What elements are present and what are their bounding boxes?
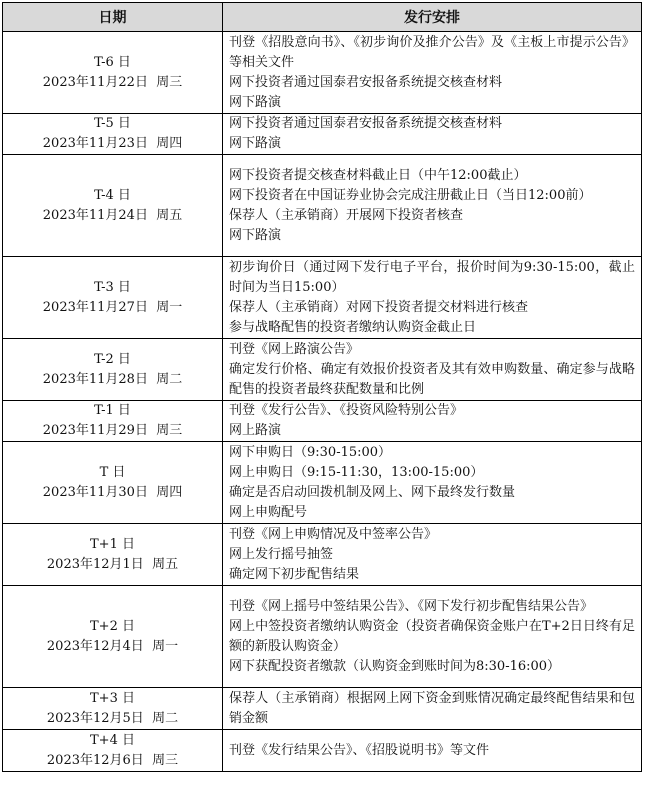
day-label: T+3 日 xyxy=(90,690,135,706)
day-label: T 日 xyxy=(99,464,126,480)
day-label: T-1 日 xyxy=(94,403,131,418)
arrangement-cell xyxy=(223,442,642,524)
issuance-schedule-table xyxy=(2,2,642,772)
day-label: T+1 日 xyxy=(90,536,135,552)
day-label: T-3 日 xyxy=(94,279,131,295)
arrangement-item: 网下申购日（9:30-15:00） xyxy=(229,444,392,460)
day-label: T+2 日 xyxy=(90,618,135,634)
arrangement-cell xyxy=(223,524,642,586)
arrangement-item: 刊登《网上路演公告》 xyxy=(229,341,360,357)
arrangement-item: 网上路演 xyxy=(229,423,282,438)
arrangement-cell xyxy=(223,586,642,688)
arrangement-item: 初步询价日（通过网下发行电子平台，报价时间为9:30-15:00，截止时间为当日15:00） xyxy=(229,259,635,295)
arrangement-item: 刊登《招股意向书》、《初步询价及推介公告》及《主板上市提示公告》等相关文件 xyxy=(229,34,635,70)
date-cell xyxy=(3,524,223,586)
table-row xyxy=(3,730,642,772)
date-cell xyxy=(3,730,223,772)
date-cell xyxy=(3,586,223,688)
arrangement-item: 网上中签投资者缴纳认购资金（投资者确保资金账户在T+2日日终有足额的新股认购资金） xyxy=(229,618,635,654)
arrangement-item: 网下路演 xyxy=(229,227,282,243)
table-row xyxy=(3,155,642,257)
calendar-date: 2023年11月24日 周五 xyxy=(42,207,183,223)
arrangement-cell xyxy=(223,257,642,339)
calendar-date: 2023年11月29日 周三 xyxy=(42,423,183,438)
arrangement-item: 网下路演 xyxy=(229,94,282,110)
header-date: 日期 xyxy=(3,3,223,32)
arrangement-cell xyxy=(223,114,642,155)
day-label: T-4 日 xyxy=(94,187,131,203)
arrangement-item: 保荐人（主承销商）对网下投资者提交材料进行核查 xyxy=(229,299,529,315)
calendar-date: 2023年11月28日 周二 xyxy=(42,371,183,387)
arrangement-item: 刊登《发行结果公告》、《招股说明书》等文件 xyxy=(229,742,490,758)
arrangement-item: 网下获配投资者缴款（认购资金到账时间为8:30-16:00） xyxy=(229,658,561,674)
date-cell xyxy=(3,339,223,401)
table-row xyxy=(3,401,642,442)
arrangement-item: 确定发行价格、确定有效报价投资者及其有效申购数量、确定参与战略配售的投资者最终获配数量和比例 xyxy=(229,361,635,397)
calendar-date: 2023年12月5日 周二 xyxy=(46,710,179,726)
arrangement-cell xyxy=(223,32,642,114)
calendar-date: 2023年11月30日 周四 xyxy=(42,484,183,500)
table-row xyxy=(3,442,642,524)
arrangement-item: 网下投资者通过国泰君安报备系统提交核查材料 xyxy=(229,116,503,131)
table-row xyxy=(3,257,642,339)
date-cell xyxy=(3,442,223,524)
calendar-date: 2023年11月23日 周四 xyxy=(42,136,183,151)
arrangement-item: 参与战略配售的投资者缴纳认购资金截止日 xyxy=(229,319,477,335)
arrangement-item: 网上申购配号 xyxy=(229,504,308,520)
day-label: T+4 日 xyxy=(90,732,135,748)
date-cell xyxy=(3,155,223,257)
calendar-date: 2023年11月27日 周一 xyxy=(42,299,183,315)
arrangement-item: 保荐人（主承销商）开展网下投资者核查 xyxy=(229,207,464,223)
date-cell xyxy=(3,257,223,339)
arrangement-item: 网上发行摇号抽签 xyxy=(229,546,334,562)
date-cell xyxy=(3,688,223,730)
arrangement-item: 网下路演 xyxy=(229,136,282,151)
calendar-date: 2023年12月6日 周三 xyxy=(46,752,179,768)
arrangement-cell xyxy=(223,401,642,442)
arrangement-item: 网下投资者通过国泰君安报备系统提交核查材料 xyxy=(229,74,503,90)
arrangement-item: 网下投资者提交核查材料截止日（中午12:00截止） xyxy=(229,167,527,183)
table-row xyxy=(3,339,642,401)
arrangement-item: 确定是否启动回拨机制及网上、网下最终发行数量 xyxy=(229,484,516,500)
table-row xyxy=(3,524,642,586)
arrangement-cell xyxy=(223,339,642,401)
arrangement-item: 刊登《发行公告》、《投资风险特别公告》 xyxy=(229,403,464,418)
day-label: T-5 日 xyxy=(94,116,131,131)
date-cell xyxy=(3,114,223,155)
arrangement-item: 保荐人（主承销商）根据网上网下资金到账情况确定最终配售结果和包销金额 xyxy=(229,690,635,726)
table-row xyxy=(3,688,642,730)
date-cell xyxy=(3,32,223,114)
date-cell xyxy=(3,401,223,442)
arrangement-item: 网上申购日（9:15-11:30，13:00-15:00） xyxy=(229,464,484,480)
calendar-date: 2023年12月1日 周五 xyxy=(46,556,179,572)
day-label: T-6 日 xyxy=(94,54,131,70)
arrangement-item: 刊登《网上申购情况及中签率公告》 xyxy=(229,526,438,542)
arrangement-cell xyxy=(223,688,642,730)
table-row xyxy=(3,32,642,114)
calendar-date: 2023年11月22日 周三 xyxy=(42,74,183,90)
calendar-date: 2023年12月4日 周一 xyxy=(46,638,179,654)
arrangement-item: 刊登《网上摇号中签结果公告》、《网下发行初步配售结果公告》 xyxy=(229,598,594,614)
table-row xyxy=(3,114,642,155)
arrangement-cell xyxy=(223,730,642,772)
table-row xyxy=(3,586,642,688)
arrangement-item: 确定网下初步配售结果 xyxy=(229,566,360,582)
day-label: T-2 日 xyxy=(94,351,131,367)
schedule-body xyxy=(3,32,642,772)
arrangement-cell xyxy=(223,155,642,257)
header-arrangement: 发行安排 xyxy=(223,3,642,32)
arrangement-item: 网下投资者在中国证券业协会完成注册截止日（当日12:00前） xyxy=(229,187,592,203)
header-row xyxy=(3,3,642,32)
